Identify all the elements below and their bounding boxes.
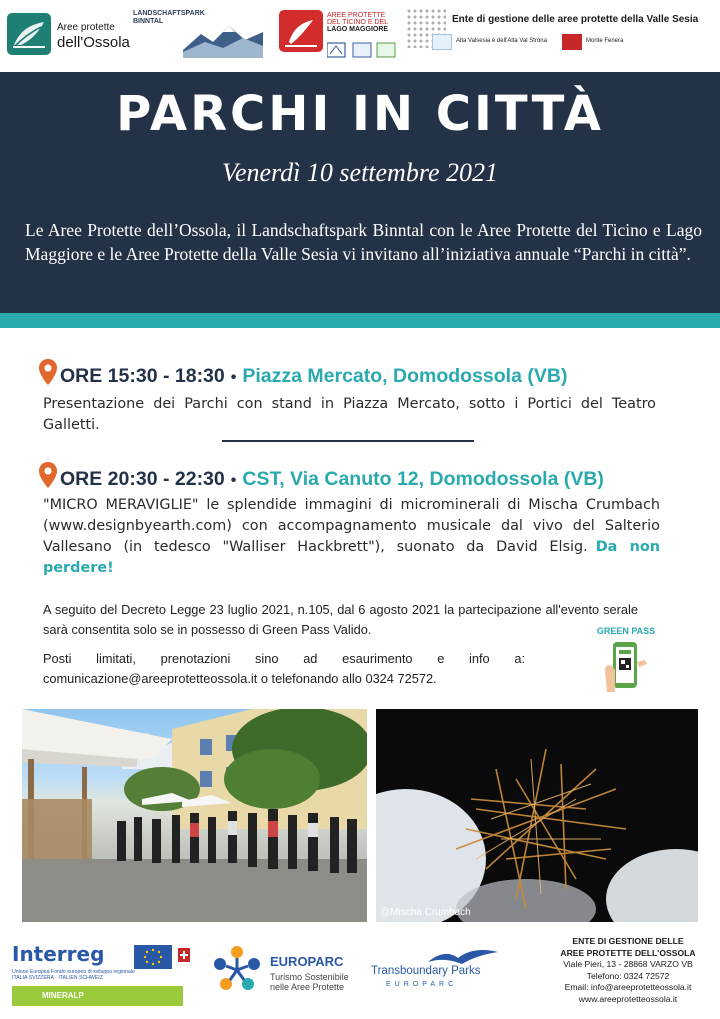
ossola-logo-line2: dell'Ossola [57,34,130,51]
booking-info: Posti limitati, prenotazioni sino ad esaurimento e info a: comunicazione@areeprotetteossola.it o telefonando allo 0324 72572. [43,651,525,686]
sesia-logo-title: Ente di gestione delle aree protette della Valle Sesia [452,14,699,25]
unesco-badges [327,42,397,60]
park-icon [562,34,582,50]
intro-text: Le Aree Protette dell’Ossola, il Landschaftspark Binntal con le Aree Protette del Ticino e Lago Maggiore e le Aree Protette della Valle Sesia vi invitano all’iniziativa annuale “Parchi in città”. [25,220,702,264]
location-pin-icon [38,461,58,489]
event-2-highlight: Da non perdere! [43,539,660,576]
park-icon [432,34,452,50]
photo-credit: @Mischa Crumbach [380,907,471,918]
swiss-flag-icon [178,948,190,962]
green-pass-notice: A seguito del Decreto Legge 23 luglio 2021, n.105, dal 6 agosto 2021 la partecipazione all'evento serale sarà consentita solo se in possesso di Green Pass Valido. [43,602,638,637]
bullet-separator: • [230,369,237,386]
location-pin-icon [38,358,58,386]
market-photo [22,709,367,922]
binntal-logo [133,10,263,60]
accent-strip [0,313,720,328]
event-1-description: Presentazione dei Parchi con stand in Piazza Mercato, sotto i Portici del Teatro Galletti. [43,396,656,433]
event-2-description [43,495,660,579]
europarc-star-icon [208,944,266,994]
interreg-wordmark: Interreg [12,942,105,966]
sesia-logo [406,6,716,61]
event-date: Venerdì 10 settembre 2021 [221,158,499,187]
transboundary-parks-logo [366,948,516,998]
page-title: PARCHI IN CITTÀ [116,86,604,142]
event-1-time: ORE 15:30 - 18:30 [60,365,225,387]
interreg-subtitle: Unione Europea Fondo europeo di sviluppo regionale ITALIA SVIZZERA · ITALIEN SCHWEIZ [12,969,135,981]
ticino-logo [279,10,403,62]
event-2-time: ORE 20:30 - 22:30 [60,468,225,490]
contact-address: Viale Pieri, 13 - 28868 VARZO VB [563,959,693,969]
europarc-subtitle: Turismo Sostenibile nelle Aree Protette [270,972,349,992]
heron-icon [279,10,323,52]
event-1-heading [38,358,567,388]
leaf-icon [7,13,51,55]
transboundary-subtitle: EUROPARC [386,981,458,988]
title-banner [0,72,720,313]
mountain-icon [183,20,263,58]
contact-org-line1: ENTE DI GESTIONE DELLE [572,936,684,946]
mineralp-label: MINERALP [42,991,84,1000]
transboundary-wordmark: Transboundary Parks [371,965,481,977]
green-pass-phone-icon [601,640,651,696]
ossola-logo [7,13,129,57]
green-pass-label: GREEN PASS [596,626,656,636]
bird-icon [428,948,498,966]
europarc-wordmark: EUROPARC [270,954,344,969]
bullet-separator: • [230,472,237,489]
ossola-logo-line1: Aree protette [57,22,115,33]
contact-website[interactable]: www.areeprotetteossola.it [578,993,678,1004]
contact-org-line2: AREE PROTETTE DELL'OSSOLA [560,947,696,958]
event-2-place: CST, Via Canuto 12, Domodossola (VB) [242,468,604,490]
alta-valsesia-logo: Alta Valsesia e dell'Alta Val Strona [430,32,552,52]
europarc-logo [208,944,358,994]
ticino-logo-text: AREE PROTETTE DEL TICINO E DEL LAGO MAGGIORE [327,12,389,33]
unesco-icon [327,42,397,58]
mineral-photo [376,709,698,922]
section-divider [222,440,474,442]
footer [0,930,720,1019]
partner-logos-bar [0,0,720,72]
contact-phone: Telefono: 0324 72572 [586,970,670,981]
event-1-place: Piazza Mercato, Domodossola (VB) [242,365,568,387]
contact-block [540,936,716,1005]
monte-fenera-logo: Monte Fenera [562,32,662,52]
event-2-heading [38,461,604,491]
eu-flag-icon [134,945,172,969]
binntal-logo-text: LANDSCHAFTSPARK BINNTAL [133,10,205,25]
interreg-logo [12,942,186,998]
event-2-description-text: "MICRO MERAVIGLIE" le splendide immagini di microminerali di Mischa Crumbach (www.designbyearth.com) con accompagnamento musicale dal vivo del Salterio Vallesano (in tedesco "Walliser Hackbrett"), suonato da David Elsig. [43,497,660,555]
mineralp-band [12,986,183,1006]
contact-email[interactable]: Email: info@areeprotetteossola.it [564,982,692,992]
